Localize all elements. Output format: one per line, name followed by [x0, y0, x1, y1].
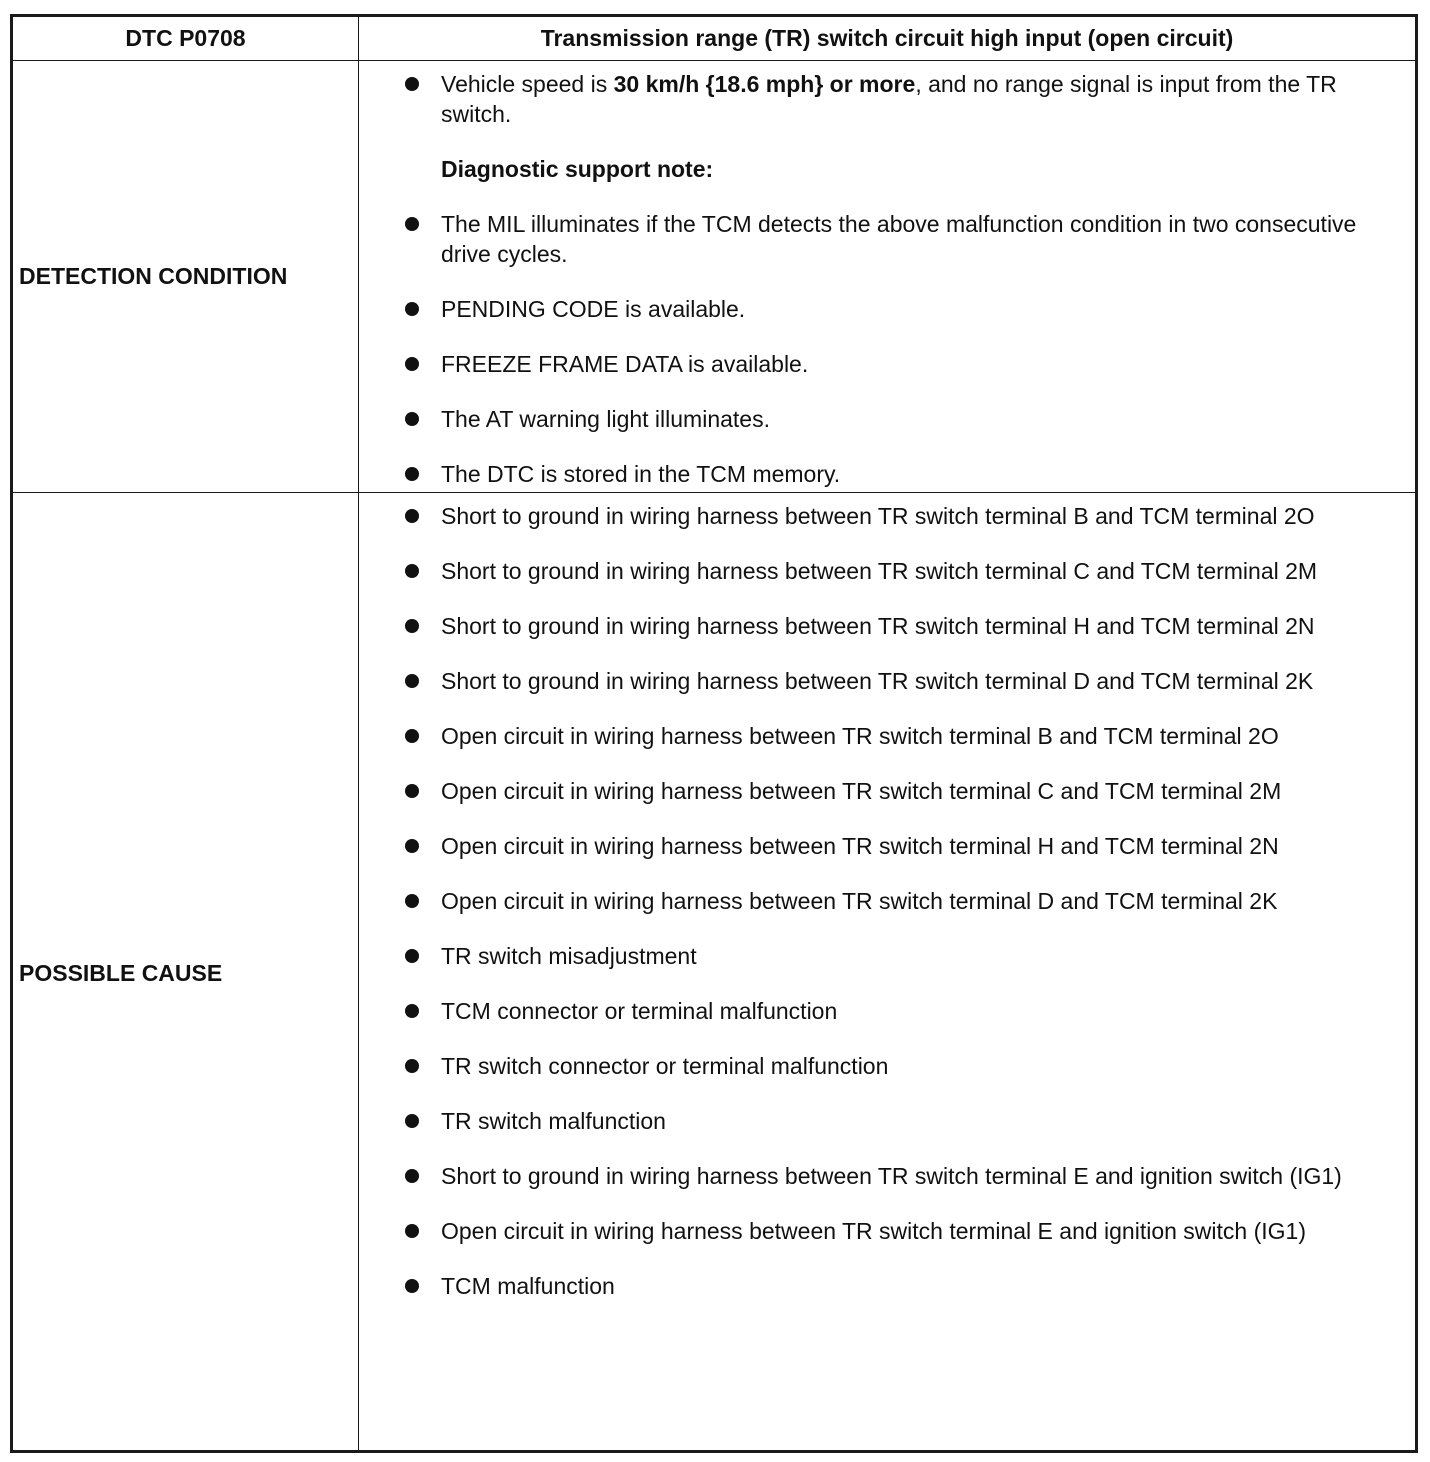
list-item [405, 1271, 1365, 1301]
item-text: The MIL illuminates if the TCM detects the above malfunction condition in two consecutive drive cycles. [441, 211, 1357, 267]
item-text: The AT warning light illuminates. [441, 406, 770, 432]
item-text: Open circuit in wiring harness between TR switch terminal C and TCM terminal 2M [441, 778, 1282, 804]
list-item [405, 556, 1365, 586]
detection-condition-list [405, 69, 1365, 514]
list-item [405, 886, 1365, 916]
item-text: Short to ground in wiring harness between TR switch terminal E and ignition switch (IG1) [441, 1163, 1342, 1189]
item-text: TCM malfunction [441, 1273, 615, 1299]
bullet-icon [405, 412, 419, 426]
dtc-table [10, 14, 1418, 1453]
item-text: Open circuit in wiring harness between TR switch terminal D and TCM terminal 2K [441, 888, 1278, 914]
item-text: Short to ground in wiring harness between TR switch terminal C and TCM terminal 2M [441, 558, 1318, 584]
bullet-icon [405, 1279, 419, 1293]
list-item [405, 831, 1365, 861]
list-item [405, 776, 1365, 806]
item-text: Short to ground in wiring harness between TR switch terminal B and TCM terminal 2O [441, 503, 1315, 529]
column-divider [358, 17, 359, 1450]
list-item [405, 459, 1365, 489]
possible-cause-list [405, 501, 1365, 1326]
bullet-icon [405, 949, 419, 963]
bullet-icon [405, 217, 419, 231]
list-item [405, 1161, 1365, 1191]
list-item [405, 721, 1365, 751]
list-item [405, 404, 1365, 434]
list-item [405, 941, 1365, 971]
bullet-icon [405, 784, 419, 798]
bullet-icon [405, 1004, 419, 1018]
list-item [405, 611, 1365, 641]
list-item [405, 996, 1365, 1026]
item-text: Open circuit in wiring harness between TR switch terminal H and TCM terminal 2N [441, 833, 1279, 859]
item-text: Short to ground in wiring harness between TR switch terminal H and TCM terminal 2N [441, 613, 1315, 639]
item-text: TCM connector or terminal malfunction [441, 998, 838, 1024]
list-item [405, 1216, 1365, 1246]
bullet-icon [405, 357, 419, 371]
bullet-icon [405, 729, 419, 743]
bullet-icon [405, 619, 419, 633]
item-text: TR switch misadjustment [441, 943, 697, 969]
list-item [405, 666, 1365, 696]
item-text: TR switch malfunction [441, 1108, 666, 1134]
bullet-icon [405, 839, 419, 853]
bullet-icon [405, 509, 419, 523]
diagnostic-support-note: Diagnostic support note: [441, 156, 714, 182]
bullet-icon [405, 77, 419, 91]
item-text: The DTC is stored in the TCM memory. [441, 461, 841, 487]
bullet-icon [405, 302, 419, 316]
bullet-icon [405, 1114, 419, 1128]
bullet-icon [405, 1224, 419, 1238]
header-dtc-code: DTC P0708 [125, 25, 246, 51]
detection-condition-label: DETECTION CONDITION [19, 263, 288, 289]
list-item [405, 1051, 1365, 1081]
item-text: , and no range signal is input from the TR switch. [441, 71, 1337, 127]
item-text: TR switch connector or terminal malfunction [441, 1053, 889, 1079]
item-text: FREEZE FRAME DATA is available. [441, 351, 809, 377]
list-item [405, 69, 1365, 129]
possible-cause-label: POSSIBLE CAUSE [19, 960, 223, 986]
list-item [405, 209, 1365, 269]
item-text: PENDING CODE is available. [441, 296, 746, 322]
list-item [405, 294, 1365, 324]
bullet-icon [405, 674, 419, 688]
item-text: Open circuit in wiring harness between TR switch terminal E and ignition switch (IG1) [441, 1218, 1306, 1244]
bullet-icon [405, 1169, 419, 1183]
bullet-icon [405, 564, 419, 578]
list-item [405, 1106, 1365, 1136]
item-text: Vehicle speed is [441, 71, 614, 97]
header-dtc-title: Transmission range (TR) switch circuit high input (open circuit) [540, 25, 1234, 51]
list-item [405, 501, 1365, 531]
list-item [405, 349, 1365, 379]
item-text: Short to ground in wiring harness between TR switch terminal D and TCM terminal 2K [441, 668, 1314, 694]
bullet-icon [405, 467, 419, 481]
bullet-icon [405, 1059, 419, 1073]
item-emphasis: 30 km/h {18.6 mph} or more [613, 71, 916, 97]
item-text: Open circuit in wiring harness between TR switch terminal B and TCM terminal 2O [441, 723, 1279, 749]
header-divider [13, 60, 1415, 61]
bullet-icon [405, 894, 419, 908]
